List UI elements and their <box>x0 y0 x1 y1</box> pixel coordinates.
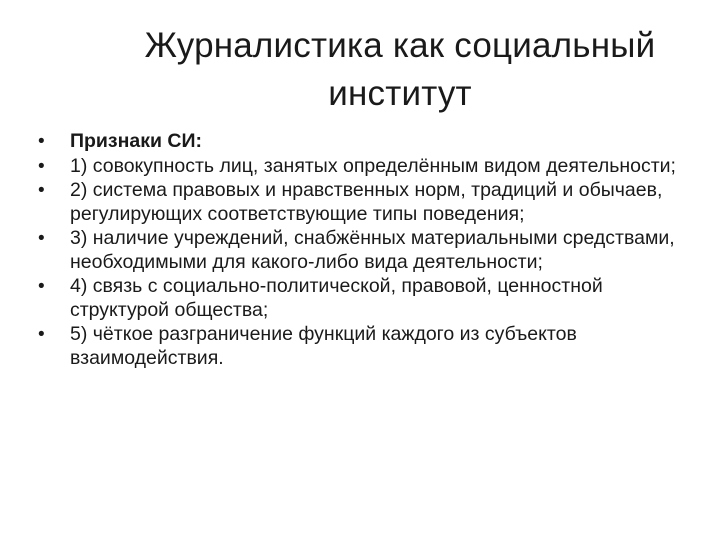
bullet-item-5 <box>38 323 688 370</box>
bullet-icon: • <box>38 324 45 345</box>
slide-title-line-2: институт <box>328 74 472 113</box>
bullet-icon: • <box>38 228 45 249</box>
bullet-text: 4) связь с социально-политической, правовой, ценностной структурой общества; <box>70 275 603 321</box>
bullet-text: 5) чёткое разграничение функций каждого из субъектов взаимодействия. <box>70 323 577 369</box>
bullet-icon: • <box>38 155 45 177</box>
slide-title <box>40 22 720 118</box>
bullet-icon: • <box>38 276 45 297</box>
bullet-text: 1) совокупность лиц, занятых определённым видом деятельности; <box>70 154 676 177</box>
bullet-item-3 <box>38 227 688 274</box>
bullet-text: 2) система правовых и нравственных норм, традиций и обычаев, регулирующих соответствующие типы поведения; <box>70 179 663 225</box>
bullet-item-1 <box>38 155 688 179</box>
slide-title-line-1: Журналистика как социальный <box>144 26 656 65</box>
bullet-text: Признаки СИ: <box>70 130 202 152</box>
bullet-icon: • <box>38 131 45 152</box>
bullet-text: 3) наличие учреждений, снабжённых материальными средствами, необходимыми для какого-либо вида деятельности; <box>70 227 675 273</box>
bullet-list <box>38 130 688 371</box>
bullet-icon: • <box>38 180 45 201</box>
bullet-item-2 <box>38 179 688 226</box>
bullet-item-4 <box>38 275 688 322</box>
bullet-item-heading <box>38 130 688 154</box>
